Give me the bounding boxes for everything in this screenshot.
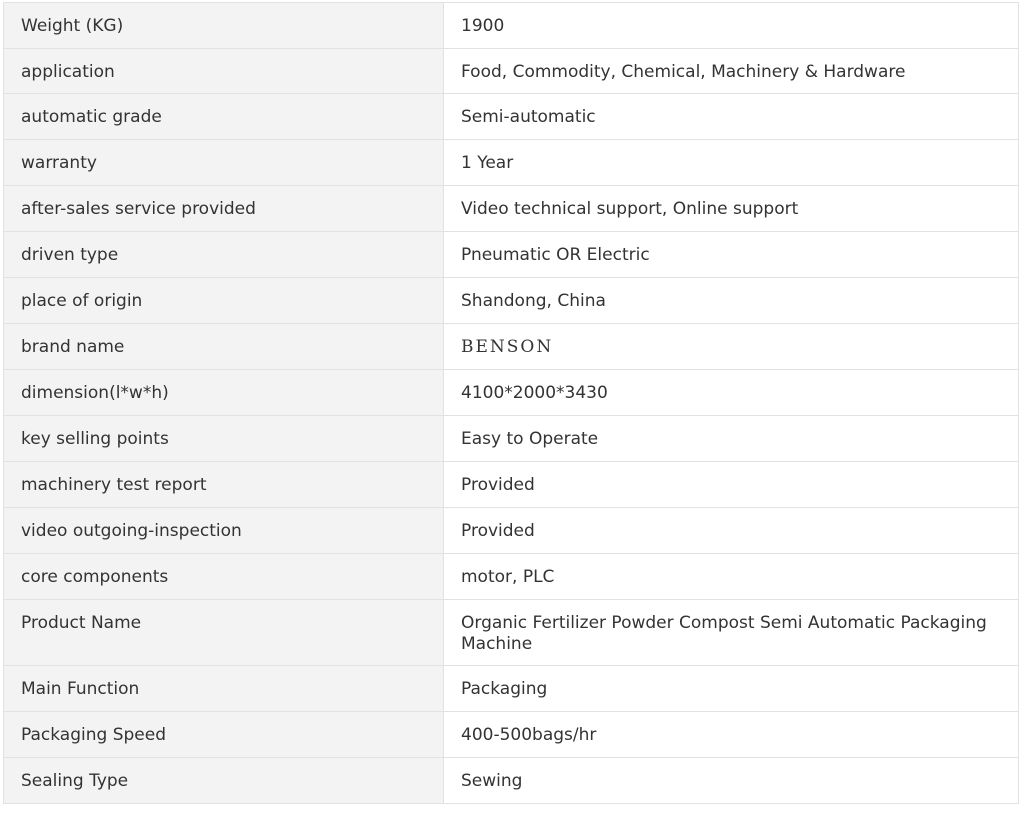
spec-value: Packaging	[444, 666, 1019, 712]
spec-row-application	[4, 49, 1019, 94]
spec-value: 1 Year	[444, 140, 1019, 186]
spec-value: Pneumatic OR Electric	[444, 232, 1019, 278]
spec-value: Easy to Operate	[444, 416, 1019, 462]
spec-label: machinery test report	[4, 462, 444, 508]
spec-label: dimension(l*w*h)	[4, 370, 444, 416]
spec-row-after-sales-service	[4, 186, 1019, 232]
spec-row-automatic-grade	[4, 94, 1019, 140]
spec-row-packaging-speed	[4, 712, 1019, 758]
spec-label: Packaging Speed	[4, 712, 444, 758]
spec-row-video-outgoing-inspection	[4, 508, 1019, 554]
spec-label: key selling points	[4, 416, 444, 462]
spec-row-sealing-type	[4, 758, 1019, 804]
spec-label: place of origin	[4, 278, 444, 324]
spec-row-weight	[4, 3, 1019, 49]
spec-label: automatic grade	[4, 94, 444, 140]
product-specs-table	[3, 2, 1019, 804]
spec-row-main-function	[4, 666, 1019, 712]
spec-value: 400-500bags/hr	[444, 712, 1019, 758]
spec-row-warranty	[4, 140, 1019, 186]
spec-value: 1900	[444, 3, 1019, 49]
spec-value: Provided	[444, 508, 1019, 554]
spec-value: Provided	[444, 462, 1019, 508]
spec-label: application	[4, 49, 444, 94]
spec-label: brand name	[4, 324, 444, 370]
spec-label: after-sales service provided	[4, 186, 444, 232]
spec-label: video outgoing-inspection	[4, 508, 444, 554]
spec-value: Organic Fertilizer Powder Compost Semi Automatic Packaging Machine	[444, 600, 1019, 666]
spec-value: Shandong, China	[444, 278, 1019, 324]
spec-label: Weight (KG)	[4, 3, 444, 49]
spec-value: Video technical support, Online support	[444, 186, 1019, 232]
spec-row-dimension	[4, 370, 1019, 416]
spec-label: Product Name	[4, 600, 444, 666]
spec-value: 4100*2000*3430	[444, 370, 1019, 416]
spec-label: Sealing Type	[4, 758, 444, 804]
spec-row-brand-name	[4, 324, 1019, 370]
spec-label: core components	[4, 554, 444, 600]
spec-label: driven type	[4, 232, 444, 278]
spec-row-product-name	[4, 600, 1019, 666]
spec-label: Main Function	[4, 666, 444, 712]
spec-row-driven-type	[4, 232, 1019, 278]
spec-row-machinery-test-report	[4, 462, 1019, 508]
spec-value: BENSON	[444, 324, 1019, 370]
spec-value: motor, PLC	[444, 554, 1019, 600]
spec-value: Sewing	[444, 758, 1019, 804]
spec-value: Food, Commodity, Chemical, Machinery & Hardware	[444, 49, 1019, 94]
spec-row-core-components	[4, 554, 1019, 600]
spec-row-key-selling-points	[4, 416, 1019, 462]
spec-value: Semi-automatic	[444, 94, 1019, 140]
spec-row-place-of-origin	[4, 278, 1019, 324]
spec-label: warranty	[4, 140, 444, 186]
